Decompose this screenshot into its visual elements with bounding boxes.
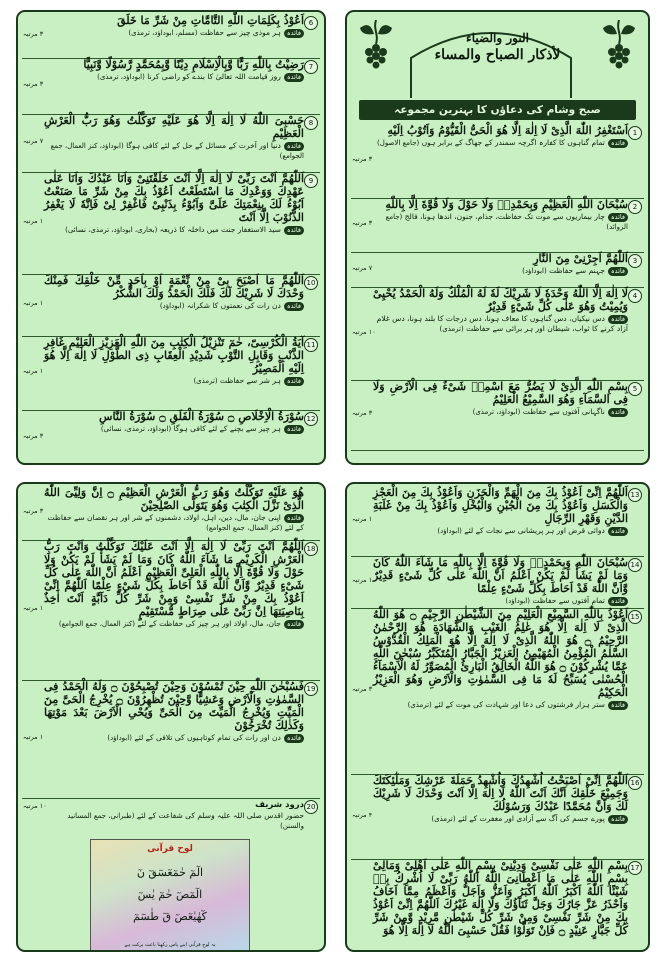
lauh-qurani-image <box>90 839 250 951</box>
amulet-text <box>101 862 239 928</box>
amulet-title: لوح قرآنی <box>147 844 193 854</box>
grape-vine-right-icon <box>598 20 640 72</box>
hadith-source: (ابوداؤد) <box>437 527 462 535</box>
repetition-count: ۱ مرتبہ <box>352 515 373 523</box>
entry-number: 15 <box>628 610 642 624</box>
entry-number: 9 <box>304 174 318 188</box>
arabic-text: لَا اِلٰهَ اِلَّا اللّٰهُ وَحْدَهٗ لَا شَرِیْكَ لَهٗ لَهُ الْمُلْكُ وَلَهُ الْحَمْدُ یُحْیِیْ وَیُمِیْتُ وَهُوَ عَلٰی كُلِّ شَیْءٍ قَدِیْرٌ <box>373 287 628 313</box>
entry-number: 14 <box>628 558 642 572</box>
hadith-source: (مسلم، ابوداؤد، ترمذی) <box>128 29 198 37</box>
benefit-text: دن رات کی نعمتوں کا شکرانہ <box>186 301 281 310</box>
benefit-text: دنیا اور آخرت کے مسائل کے حل کے لئے کافی ہوگا <box>126 141 281 150</box>
repetition-count: ۱ مرتبہ <box>23 367 44 375</box>
hadith-source: (کنز العمال، جمع الجوامع) <box>58 620 135 628</box>
repetition-count: ۳ مرتبہ <box>352 685 373 693</box>
benefit-text: دن اور رات کی تمام کوتاہیوں کی تلافی کے لئے <box>134 733 281 742</box>
benefit-badge: فائدہ <box>608 815 628 824</box>
benefit-line <box>373 596 628 606</box>
repetition-count: ۱ مرتبہ <box>23 299 44 307</box>
benefit-line <box>373 407 628 417</box>
benefit-line <box>373 314 628 334</box>
benefit-text: ستر ہزار فرشتوں کی دعا اور شہادت کی موت کے لئے <box>434 700 605 709</box>
repetition-count: ۳ مرتبہ <box>352 219 373 227</box>
benefit-text: دس نیکیاں، دس گناہوں کا معاف ہونا، دس درجات کا بلند ہونا، دس غلام آزاد کرنے کا ثواب، شیطان اور ہر برائی سے حفاظت <box>376 314 628 333</box>
dua-entry <box>351 380 644 451</box>
benefit-badge: فائدہ <box>608 527 628 536</box>
benefit-text: سید الاستغفار جنت میں داخلہ کا ذریعہ <box>159 225 281 234</box>
repetition-count: ۳ مرتبہ <box>352 155 373 163</box>
benefit-badge: فائدہ <box>284 226 304 235</box>
benefit-text: ہر شر سے حفاظت <box>220 376 281 385</box>
hadith-source: (ترمذی) <box>407 701 432 709</box>
arabic-text: سُوْرَةُ الْاِخْلَاصِ ۝ سُوْرَةُ الْفَلَقِ ۝ سُوْرَةُ النَّاسِ <box>99 410 304 423</box>
benefit-line <box>44 301 304 311</box>
dua-entry <box>22 14 320 59</box>
repetition-count: ۱ مرتبہ <box>352 576 373 584</box>
hadith-source: (ابوداؤد) <box>505 597 530 605</box>
benefit-line <box>44 619 304 629</box>
repetition-count: ۷ مرتبہ <box>352 264 373 272</box>
entry-number: 5 <box>628 382 642 396</box>
entry-number: 17 <box>628 861 642 875</box>
benefit-text: اپنی جان، مال، دین، اہل، اولاد، دشمنوں کے شر اور ہر نقصان سے حفاظت کے لئے <box>47 513 304 532</box>
title-header <box>351 16 644 108</box>
benefit-text: ناگہانی آفتوں سے حفاظت <box>522 407 605 416</box>
repetition-count: ۳ مرتبہ <box>23 507 44 515</box>
repetition-count: ۱ مرتبہ <box>23 604 44 612</box>
benefit-badge: فائدہ <box>608 213 628 222</box>
arabic-text: آیَةُ الْكُرْسِیّ، حٰمٓ تَنْزِیْلُ الْكِتٰبِ مِنَ اللّٰهِ الْعَزِیْزِ الْعَلِیْمِ غَافِرِ الذَّنْبِ وَقَابِلِ التَّوْبِ شَدِیْدِ الْعِقَابِ ذِی الطَّوْلِ لَا اِلٰهَ اِلَّا هُوَ اِلَیْهِ الْمَصِیْرُ <box>44 336 304 375</box>
benefit-badge: فائدہ <box>284 142 304 151</box>
arabic-text: سُبْحَانَ اللّٰهِ وَبِحَمْدِهٖ وَلَا قُوَّةَ اِلَّا بِاللّٰهِ مَا شَآءَ اللّٰهُ كَانَ وَمَا لَمْ یَشَأْ لَمْ یَكُنْ اَعْلَمُ اَنَّ اللّٰهَ عَلٰی كُلِّ شَیْءٍ قَدِیْرٌ وَّاَنَّ اللّٰهَ قَدْ اَحَاطَ بِكُلِّ شَیْءٍ عِلْمًا <box>373 556 628 595</box>
benefit-badge: فائدہ <box>284 29 304 38</box>
benefit-badge: فائدہ <box>284 377 304 386</box>
arabic-text: اَللّٰهُمَّ اِنِّیْ اَصْبَحْتُ اُشْهِدُكَ وَاُشْهِدُ حَمَلَةَ عَرْشِكَ وَمَلٰٓئِكَتَكَ وَجَمِیْعَ خَلْقِكَ اَنَّكَ اَنْتَ اللّٰهُ لَا اِلٰهَ اِلَّا اَنْتَ وَحْدَكَ لَا شَرِیْكَ لَكَ وَاَنَّ مُحَمَّدًا عَبْدُكَ وَرَسُوْلُكَ <box>373 774 628 813</box>
benefit-line <box>373 266 628 276</box>
dua-entry <box>22 486 320 541</box>
benefit-line <box>373 526 628 536</box>
repetition-count: ۱ مرتبہ <box>23 733 44 741</box>
benefit-line <box>373 700 628 710</box>
card-bottom-left <box>16 482 326 952</box>
hadith-source: (ابوداؤد، ترمذی، نسائی) <box>100 425 172 433</box>
benefit-text: ہر موذی چیز سے حفاظت <box>199 28 281 37</box>
repetition-count: ۱۰ مرتبہ <box>23 802 47 810</box>
entry-number: 2 <box>628 200 642 214</box>
benefit-badge: فائدہ <box>284 620 304 629</box>
repetition-count: ۳ مرتبہ <box>23 80 44 88</box>
dua-entry <box>22 336 320 411</box>
repetition-count: ۳ مرتبہ <box>23 30 44 38</box>
benefit-text: تمام گناہوں کا کفارہ اگرچہ سمندر کے جھاگ کے برابر ہوں <box>421 138 605 147</box>
entry-number: 10 <box>304 276 318 290</box>
benefit-badge: فائدہ <box>608 315 628 324</box>
dua-entry <box>22 540 320 681</box>
benefit-line <box>44 225 304 235</box>
benefit-line <box>44 376 304 386</box>
dua-entry <box>351 608 644 775</box>
benefit-text: چار بیماریوں سے موت تک حفاظت، جذام، جنون، اندھا ہونا، فالج <box>404 212 605 221</box>
hadith-source: (ترمذی) <box>431 815 456 823</box>
dua-entry <box>351 556 644 609</box>
benefit-line <box>44 733 304 743</box>
dua-entry <box>22 410 320 465</box>
dua-entry <box>351 124 644 199</box>
arabic-text: اَللّٰهُمَّ اَنْتَ رَبِّیْ لَا اِلٰهَ اِلَّا اَنْتَ عَلَیْكَ تَوَكَّلْتُ وَاَنْتَ رَبُّ الْعَرْشِ الْكَرِیْمِ مَا شَآءَ اللّٰهُ كَانَ وَمَا لَمْ یَشَأْ لَمْ یَكُنْ وَلَا حَوْلَ وَلَا قُوَّةَ اِلَّا بِاللّٰهِ الْعَلِیِّ الْعَظِیْمِ اَعْلَمُ اَنَّ اللّٰهَ عَلٰی كُلِّ شَیْءٍ قَدِیْرٌ وَّاَنَّ اللّٰهَ قَدْ اَحَاطَ بِكُلِّ شَیْءٍ عِلْمًا اَللّٰهُمَّ اِنِّیْ اَعُوْذُ بِكَ مِنْ شَرِّ نَفْسِیْ وَمِنْ شَرِّ كُلِّ دَآبَّةٍ اَنْتَ اٰخِذٌ بِنَاصِیَتِهَا اِنَّ رَبِّیْ عَلٰی صِرَاطٍ مُّسْتَقِیْمٍ <box>44 540 304 618</box>
entry-number: 19 <box>304 682 318 696</box>
dua-entry <box>22 274 320 337</box>
dua-entry <box>351 486 644 557</box>
entry-number: 4 <box>628 289 642 303</box>
benefit-line <box>44 424 304 434</box>
benefit-text: دوائی قرض اور ہر پریشانی سے نجات کے لئے <box>464 526 605 535</box>
benefit-badge: فائدہ <box>284 734 304 743</box>
hadith-source: (جامع الاصول) <box>377 139 420 147</box>
benefit-line <box>44 28 304 38</box>
durud-label: درود شریف <box>255 800 304 810</box>
subtitle-banner: صبح وشام کی دعاؤں کا بہترین مجموعہ <box>359 100 636 120</box>
dua-entry <box>22 680 320 799</box>
arabic-text: اَللّٰهُمَّ اِنِّیْ اَعُوْذُ بِكَ مِنَ الْهَمِّ وَالْحَزَنِ وَاَعُوْذُ بِكَ مِنَ الْعَجْزِ وَالْكَسَلِ وَاَعُوْذُ بِكَ مِنَ الْجُبْنِ وَالْبُخْلِ وَاَعُوْذُ بِكَ مِنْ غَلَبَةِ الدَّیْنِ وَقَهْرِ الرِّجَالِ <box>373 486 628 525</box>
arabic-text: اَللّٰهُمَّ اَنْتَ رَبِّیْ لَا اِلٰهَ اِلَّا اَنْتَ خَلَقْتَنِیْ وَاَنَا عَبْدُكَ وَاَنَا عَلٰی عَهْدِكَ وَوَعْدِكَ مَا اسْتَطَعْتُ اَعُوْذُ بِكَ مِنْ شَرِّ مَا صَنَعْتُ اَبُوْءُ لَكَ بِنِعْمَتِكَ عَلَیَّ وَاَبُوْءُ بِذَنْبِیْ فَاغْفِرْ لِیْ فَاِنَّهٗ لَا یَغْفِرُ الذُّنُوْبَ اِلَّا اَنْتَ <box>44 172 304 224</box>
card-top-left <box>16 10 326 465</box>
arabic-text: سُبْحَانَ اللّٰهِ الْعَظِیْمِ وَبِحَمْدِهٖ وَلَا حَوْلَ وَلَا قُوَّةَ اِلَّا بِاللّٰهِ <box>385 198 628 211</box>
benefit-line <box>373 212 628 232</box>
benefit-badge: فائدہ <box>608 597 628 606</box>
hadith-source: (جامع الزوائد) <box>385 213 628 231</box>
dua-entry <box>351 287 644 381</box>
benefit-line <box>373 138 628 148</box>
benefit-text: جان، مال، اولاد اور ہر چیز کی حفاظت کے لئے <box>137 619 281 628</box>
amulet-footer: یہ لوح قرآنی اپنے پاس رکھنا باعث برکت ہے <box>124 942 216 948</box>
repetition-count: ۱ مرتبہ <box>23 217 44 225</box>
benefit-text: روز قیامت اللہ تعالیٰ کا بندے کو راضی کرنا <box>147 72 281 81</box>
entry-number: 1 <box>628 126 642 140</box>
arabic-text: اَللّٰهُمَّ مَا اَصْبَحَ بِیْ مِنْ نِّعْمَةٍ اَوْ بِاَحَدٍ مِّنْ خَلْقِكَ فَمِنْكَ وَحْدَكَ لَا شَرِیْكَ لَكَ فَلَكَ الْحَمْدُ وَلَكَ الشُّكْرُ <box>44 274 304 300</box>
amulet-line-2: الٓمٓصٓ حٰمٓ یٰسٓ <box>137 888 203 901</box>
entry-number: 7 <box>304 60 318 74</box>
entry-number: 12 <box>304 412 318 426</box>
benefit-line <box>373 814 628 824</box>
benefit-text: پورے جسم کی آگ سے آزادی اور مغفرت کے لئے <box>457 814 605 823</box>
dua-entry <box>351 859 644 952</box>
repetition-count: ۳ مرتبہ <box>352 409 373 417</box>
grape-vine-left-icon <box>355 20 397 72</box>
durud-entry <box>22 800 320 831</box>
entry-number: 20 <box>304 800 318 814</box>
arabic-text: فَسُبْحٰنَ اللّٰهِ حِیْنَ تُمْسُوْنَ وَحِیْنَ تُصْبِحُوْنَ ۝ وَلَهُ الْحَمْدُ فِی السَّمٰوٰتِ وَالْاَرْضِ وَعَشِیًّا وَّحِیْنَ تُظْهِرُوْنَ ۝ یُخْرِجُ الْحَیَّ مِنَ الْمَیِّتِ وَیُخْرِجُ الْمَیِّتَ مِنَ الْحَیِّ وَیُحْیِ الْاَرْضَ بَعْدَ مَوْتِهَا وَكَذٰلِكَ تُخْرَجُوْنَ <box>44 680 304 732</box>
repetition-count: ۱۰ مرتبہ <box>352 328 376 336</box>
title-line-1: النور والضياء <box>466 31 529 45</box>
arabic-text: اَسْتَغْفِرُ اللّٰهَ الَّذِیْ لَا اِلٰهَ اِلَّا هُوَ الْحَیُّ الْقَیُّوْمُ وَاَتُوْبُ اِلَیْهِ <box>387 124 628 137</box>
arabic-text: رَضِیْتُ بِاللّٰهِ رَبًّا وَّبِالْاِسْلَامِ دِیْنًا وَّبِمُحَمَّدٍ رَّسُوْلًا وَّنَبِیًّا <box>83 58 304 71</box>
dua-entry <box>22 172 320 275</box>
dua-entry <box>22 58 320 115</box>
arabic-text: اَللّٰهُمَّ اَجِرْنِیْ مِنَ النَّارِ <box>533 252 628 265</box>
arabic-text: هُوَ عَلَیْهِ تَوَكَّلْتُ وَهُوَ رَبُّ الْعَرْشِ الْعَظِیْمِ ۝ اِنَّ وَلِیِّیَ اللّٰهُ الَّذِیْ نَزَّلَ الْكِتٰبَ وَهُوَ یَتَوَلَّی الصّٰلِحِیْنَ <box>44 486 304 512</box>
arabic-text: اَعُوْذُ بِكَلِمَاتِ اللّٰهِ التَّامَّاتِ مِنْ شَرِّ مَا خَلَقَ <box>117 14 304 27</box>
hadith-source: (ابوداؤد، ترمذی) <box>97 73 145 81</box>
hadith-source: (بخاری، ابوداؤد، ترمذی، نسائی) <box>65 226 158 234</box>
benefit-badge: فائدہ <box>284 425 304 434</box>
benefit-badge: فائدہ <box>608 139 628 148</box>
arabic-text: بِسْمِ اللّٰهِ الَّذِیْ لَا یَضُرُّ مَعَ اسْمِهٖ شَیْءٌ فِی الْاَرْضِ وَلَا فِی السَّمَآءِ وَهُوَ السَّمِیْعُ الْعَلِیْمُ <box>373 380 628 406</box>
page-title <box>411 30 584 64</box>
hadith-source: (ابوداؤد، کنز العمال، جمع الجوامع) <box>50 142 304 160</box>
card-top-right <box>345 10 650 465</box>
benefit-line <box>44 513 304 533</box>
arabic-text: بِسْمِ اللّٰهِ عَلٰی نَفْسِیْ وَدِیْنِیْ بِسْمِ اللّٰهِ عَلٰی اَهْلِیْ وَمَالِیْ بِسْمِ اللّٰهِ عَلٰی مَا اَعْطَانِیَ اللّٰهُ اَللّٰهُ رَبِّیْ لَا اُشْرِكُ بِهٖ شَیْئًا اَللّٰهُ اَكْبَرُ اَللّٰهُ اَكْبَرُ وَاَعَزُّ وَاَجَلُّ وَاَعْظَمُ مِمَّا اَخَافُ وَاَحْذَرُ عَزَّ جَارُكَ وَجَلَّ ثَنَآؤُكَ وَلَا اِلٰهَ غَیْرُكَ اَللّٰهُمَّ اِنِّیْ اَعُوْذُ بِكَ مِنْ شَرِّ نَفْسِیْ وَمِنْ شَرِّ كُلِّ شَیْطٰنٍ مَّرِیْدٍ وَّمِنْ شَرِّ كُلِّ جَبَّارٍ عَنِیْدٍ ۝ فَاِنْ تَوَلَّوْا فَقُلْ حَسْبِیَ اللّٰهُ لَا اِلٰهَ اِلَّا هُوَ <box>373 859 628 937</box>
entry-number: 16 <box>628 776 642 790</box>
hadith-source: (ترمذی) <box>193 377 218 385</box>
repetition-count: ۴ مرتبہ <box>352 811 373 819</box>
benefit-text: تمام آفتوں سے حفاظت <box>532 596 605 605</box>
title-line-2: لأذكار الصباح والمساء <box>434 47 561 63</box>
durud-source: (طبرانی، جمع المسانید والسنن) <box>67 812 304 830</box>
repetition-count: ۳ مرتبہ <box>23 432 44 440</box>
hadith-source: (ابوداؤد) <box>159 302 185 310</box>
hadith-source: (ابوداؤد، ترمذی) <box>472 408 521 416</box>
benefit-line <box>44 141 304 161</box>
benefit-badge: فائدہ <box>284 514 304 523</box>
benefit-text: جہنم سے حفاظت <box>549 266 605 275</box>
entry-number: 6 <box>304 16 318 30</box>
entry-number: 18 <box>304 542 318 556</box>
dua-entry <box>351 198 644 253</box>
hadith-source: (ابوداؤد) <box>522 267 547 275</box>
benefit-badge: فائدہ <box>284 302 304 311</box>
benefit-badge: فائدہ <box>608 701 628 710</box>
entry-number: 13 <box>628 488 642 502</box>
dua-entry <box>351 774 644 860</box>
entry-number: 3 <box>628 254 642 268</box>
benefit-badge: فائدہ <box>608 267 628 276</box>
arabic-text: اَعُوْذُ بِاللّٰهِ السَّمِیْعِ الْعَلِیْمِ مِنَ الشَّیْطٰنِ الرَّجِیْمِ ۝ هُوَ اللّٰهُ الَّذِیْ لَا اِلٰهَ اِلَّا هُوَ عٰلِمُ الْغَیْبِ وَالشَّهَادَةِ هُوَ الرَّحْمٰنُ الرَّحِیْمُ ۝ هُوَ اللّٰهُ الَّذِیْ لَا اِلٰهَ اِلَّا هُوَ الْمَلِكُ الْقُدُّوْسُ السَّلٰمُ الْمُؤْمِنُ الْمُهَیْمِنُ الْعَزِیْزُ الْجَبَّارُ الْمُتَكَبِّرُ سُبْحٰنَ اللّٰهِ عَمَّا یُشْرِكُوْنَ ۝ هُوَ اللّٰهُ الْخَالِقُ الْبَارِئُ الْمُصَوِّرُ لَهُ الْاَسْمَآءُ الْحُسْنٰی یُسَبِّحُ لَهٗ مَا فِی السَّمٰوٰتِ وَالْاَرْضِ وَهُوَ الْعَزِیْزُ الْحَكِیْمُ <box>373 608 629 699</box>
entry-number: 11 <box>304 338 318 352</box>
card-bottom-right <box>345 482 650 952</box>
benefit-text: ہر چیز سے بچنے کے لئے کافی ہوگا <box>173 424 281 433</box>
hadith-source: (ابوداؤد) <box>107 734 132 742</box>
benefit-line <box>44 72 304 82</box>
repetition-count: ۷ مرتبہ <box>23 137 44 145</box>
amulet-line-1: الٓمٓ حٰمٓعٓسٓقٓ نٓ <box>136 866 204 879</box>
arabic-text: حَسْبِیَ اللّٰهُ لَا اِلٰهَ اِلَّا هُوَ عَلَیْهِ تَوَكَّلْتُ وَهُوَ رَبُّ الْعَرْشِ الْعَظِیْمِ <box>44 114 304 140</box>
dua-entry <box>22 114 320 173</box>
dua-entry <box>351 252 644 288</box>
hadith-source: (ترمذی) <box>439 325 464 333</box>
benefit-badge: فائدہ <box>284 73 304 82</box>
entry-number: 8 <box>304 116 318 130</box>
hadith-source: (کنز العمال، جمع الجوامع) <box>206 524 283 532</box>
benefit-badge: فائدہ <box>608 408 628 417</box>
durud-benefit: حضور اقدس صلی اللہ علیہ وسلم کی شفاعت کے لئے <box>136 811 304 820</box>
amulet-line-3: كٓهٰیٰعٓصٓ قٓ طٰسٓمٓ <box>133 910 207 923</box>
